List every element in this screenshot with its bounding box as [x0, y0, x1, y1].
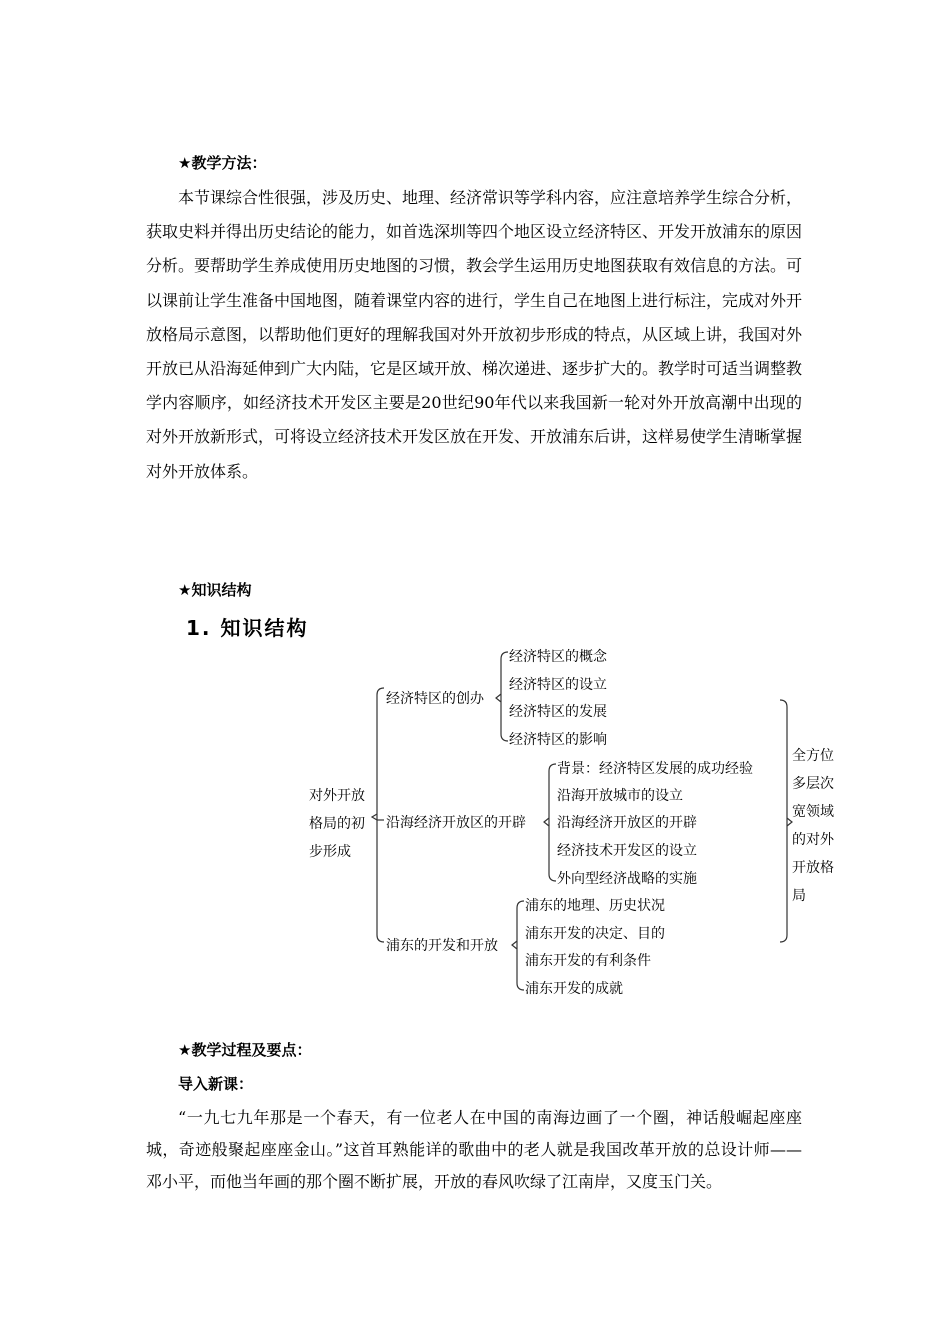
branch-item: 经济特区的影响	[509, 732, 607, 748]
branch-label: 经济特区的创办	[386, 691, 484, 707]
branch3-bracket	[512, 901, 524, 990]
branch-label: 沿海经济开放区的开辟	[386, 815, 526, 831]
root-bracket	[372, 688, 384, 942]
branch-label: 浦东的开发和开放	[386, 938, 498, 954]
branch-item: 浦东开发的有利条件	[525, 953, 651, 969]
diagram-root: 对外开放 格局的初 步形成	[309, 788, 365, 860]
diagram-title: 1. 知识结构	[186, 616, 309, 640]
process-heading: ★教学过程及要点：	[178, 1041, 312, 1059]
branch-item: 经济特区的发展	[509, 704, 607, 720]
branch-item: 沿海经济开放区的开辟	[557, 815, 697, 831]
branch-item: 经济特区的设立	[509, 677, 607, 693]
branch-item: 沿海开放城市的设立	[557, 788, 683, 804]
branch-item: 经济特区的概念	[509, 649, 607, 665]
branch1-bracket	[496, 652, 508, 741]
branch-item: 浦东开发的成就	[525, 981, 623, 997]
diagram-result: 全方位 多层次 宽领域 的对外 开放格 局	[792, 748, 834, 904]
branch-item: 外向型经济战略的实施	[557, 871, 697, 887]
result-bracket	[780, 700, 792, 942]
methods-paragraph: 本节课综合性很强，涉及历史、地理、经济常识等学科内容，应注意培养学生综合分析，获取史料并得出历史结论的能力，如首选深圳等四个地区设立经济特区、开发开放浦东的原因分析。要帮助学生养成使用历史地图的习惯，教会学生运用历史地图获取有效信息的方法。可以课前让学生准备中国地图，随着课堂内容的进行，学生自己在地图上进行标注，完成对外开放格局示意图，以帮助他们更好的理解我国对外开放初步形成的特点，从区域上讲，我国对外开放已从沿海延伸到广大内陆，它是区域开放、梯次递进、逐步扩大的。教学时可适当调整教学内容顺序，如经济技术开发区主要是20世纪90年代以来我国新一轮对外开放高潮中出现的对外开放新形式，可将设立经济技术开发区放在开发、开放浦东后讲，这样易使学生清晰掌握对外开放体系。	[146, 188, 803, 481]
process-paragraph: “一九七九年那是一个春天，有一位老人在中国的南海边画了一个圈，神话般崛起座座城，奇迹般聚起座座金山。”这首耳熟能详的歌曲中的老人就是我国改革开放的总设计师——邓小平，而他当年画的那个圈不断扩展，开放的春风吹绿了江南岸，又度玉门关。	[146, 1108, 802, 1191]
branch2-bracket	[544, 764, 556, 881]
branch-item: 背景：经济特区发展的成功经验	[557, 761, 753, 777]
branch-item: 浦东开发的决定、目的	[525, 926, 665, 942]
knowledge-heading: ★知识结构	[178, 581, 252, 599]
branch-item: 浦东的地理、历史状况	[525, 898, 665, 914]
methods-heading: ★教学方法：	[178, 154, 267, 172]
process-subheading: 导入新课：	[178, 1075, 254, 1093]
branch-item: 经济技术开发区的设立	[557, 843, 697, 859]
